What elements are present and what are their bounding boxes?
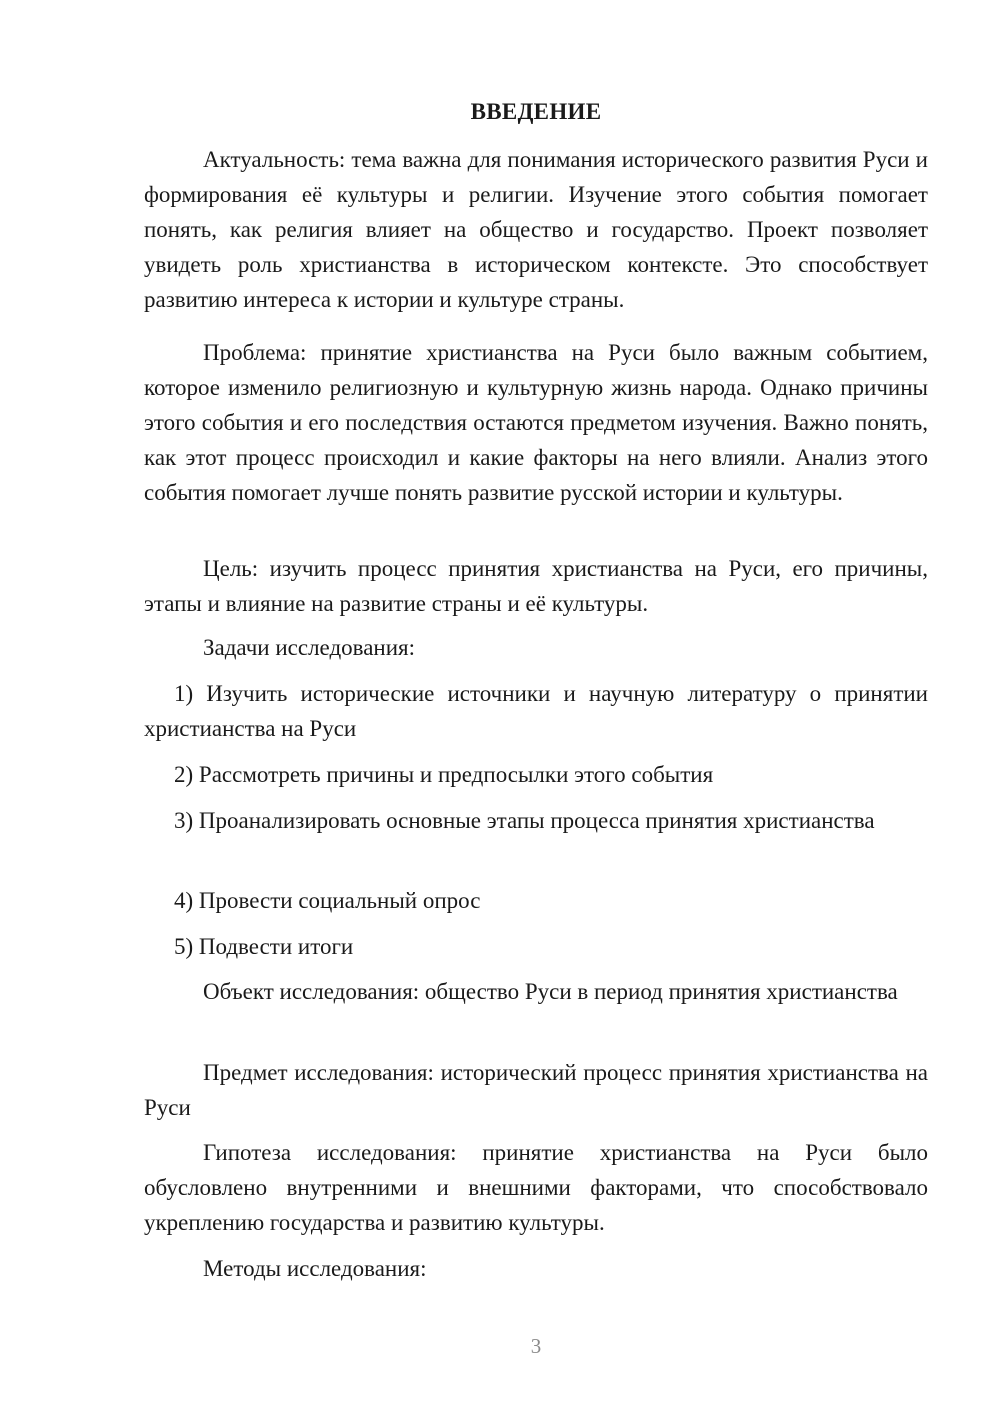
task-item-3: 3) Проанализировать основные этапы процесса принятия христианства xyxy=(174,808,875,833)
task-item-2: 2) Рассмотреть причины и предпосылки этого события xyxy=(174,762,714,787)
paragraph-problem: Проблема: принятие христианства на Руси было важным событием, которое изменило религиозную и культурную жизнь народа. Однако причины этого события и его последствия остаются предметом изучения. Важно понять, как этот процесс происходил и какие факторы на него влияли. Анализ этого события помогает лучше понять развитие русской истории и культуры. xyxy=(144,340,928,505)
section-title: ВВЕДЕНИЕ xyxy=(470,99,602,124)
paragraph-relevance: Актуальность: тема важна для понимания исторического развития Руси и формирования её культуры и религии. Изучение этого события помогает понять, как религия влияет на общество и государство. Проект позволяет увидеть роль христианства в историческом контексте. Это способствует развитию интереса к истории и культуре страны. xyxy=(144,147,928,312)
task-item-1: 1) Изучить исторические источники и научную литературу о принятии христианства на Руси xyxy=(144,681,928,741)
paragraph-methods: Методы исследования: xyxy=(203,1256,427,1281)
task-item-4: 4) Провести социальный опрос xyxy=(174,888,481,913)
task-item-5: 5) Подвести итоги xyxy=(174,934,354,959)
paragraph-object: Объект исследования: общество Руси в период принятия христианства xyxy=(203,979,898,1004)
paragraph-goal: Цель: изучить процесс принятия христианства на Руси, его причины, этапы и влияние на развитие страны и её культуры. xyxy=(144,556,928,616)
tasks-heading: Задачи исследования: xyxy=(203,635,416,660)
paragraph-hypothesis: Гипотеза исследования: принятие христианства на Руси было обусловлено внутренними и внешними факторами, что способствовало укреплению государства и развитию культуры. xyxy=(144,1140,928,1235)
page-number: 3 xyxy=(530,1334,542,1358)
paragraph-subject: Предмет исследования: исторический процесс принятия христианства на Руси xyxy=(144,1060,928,1120)
